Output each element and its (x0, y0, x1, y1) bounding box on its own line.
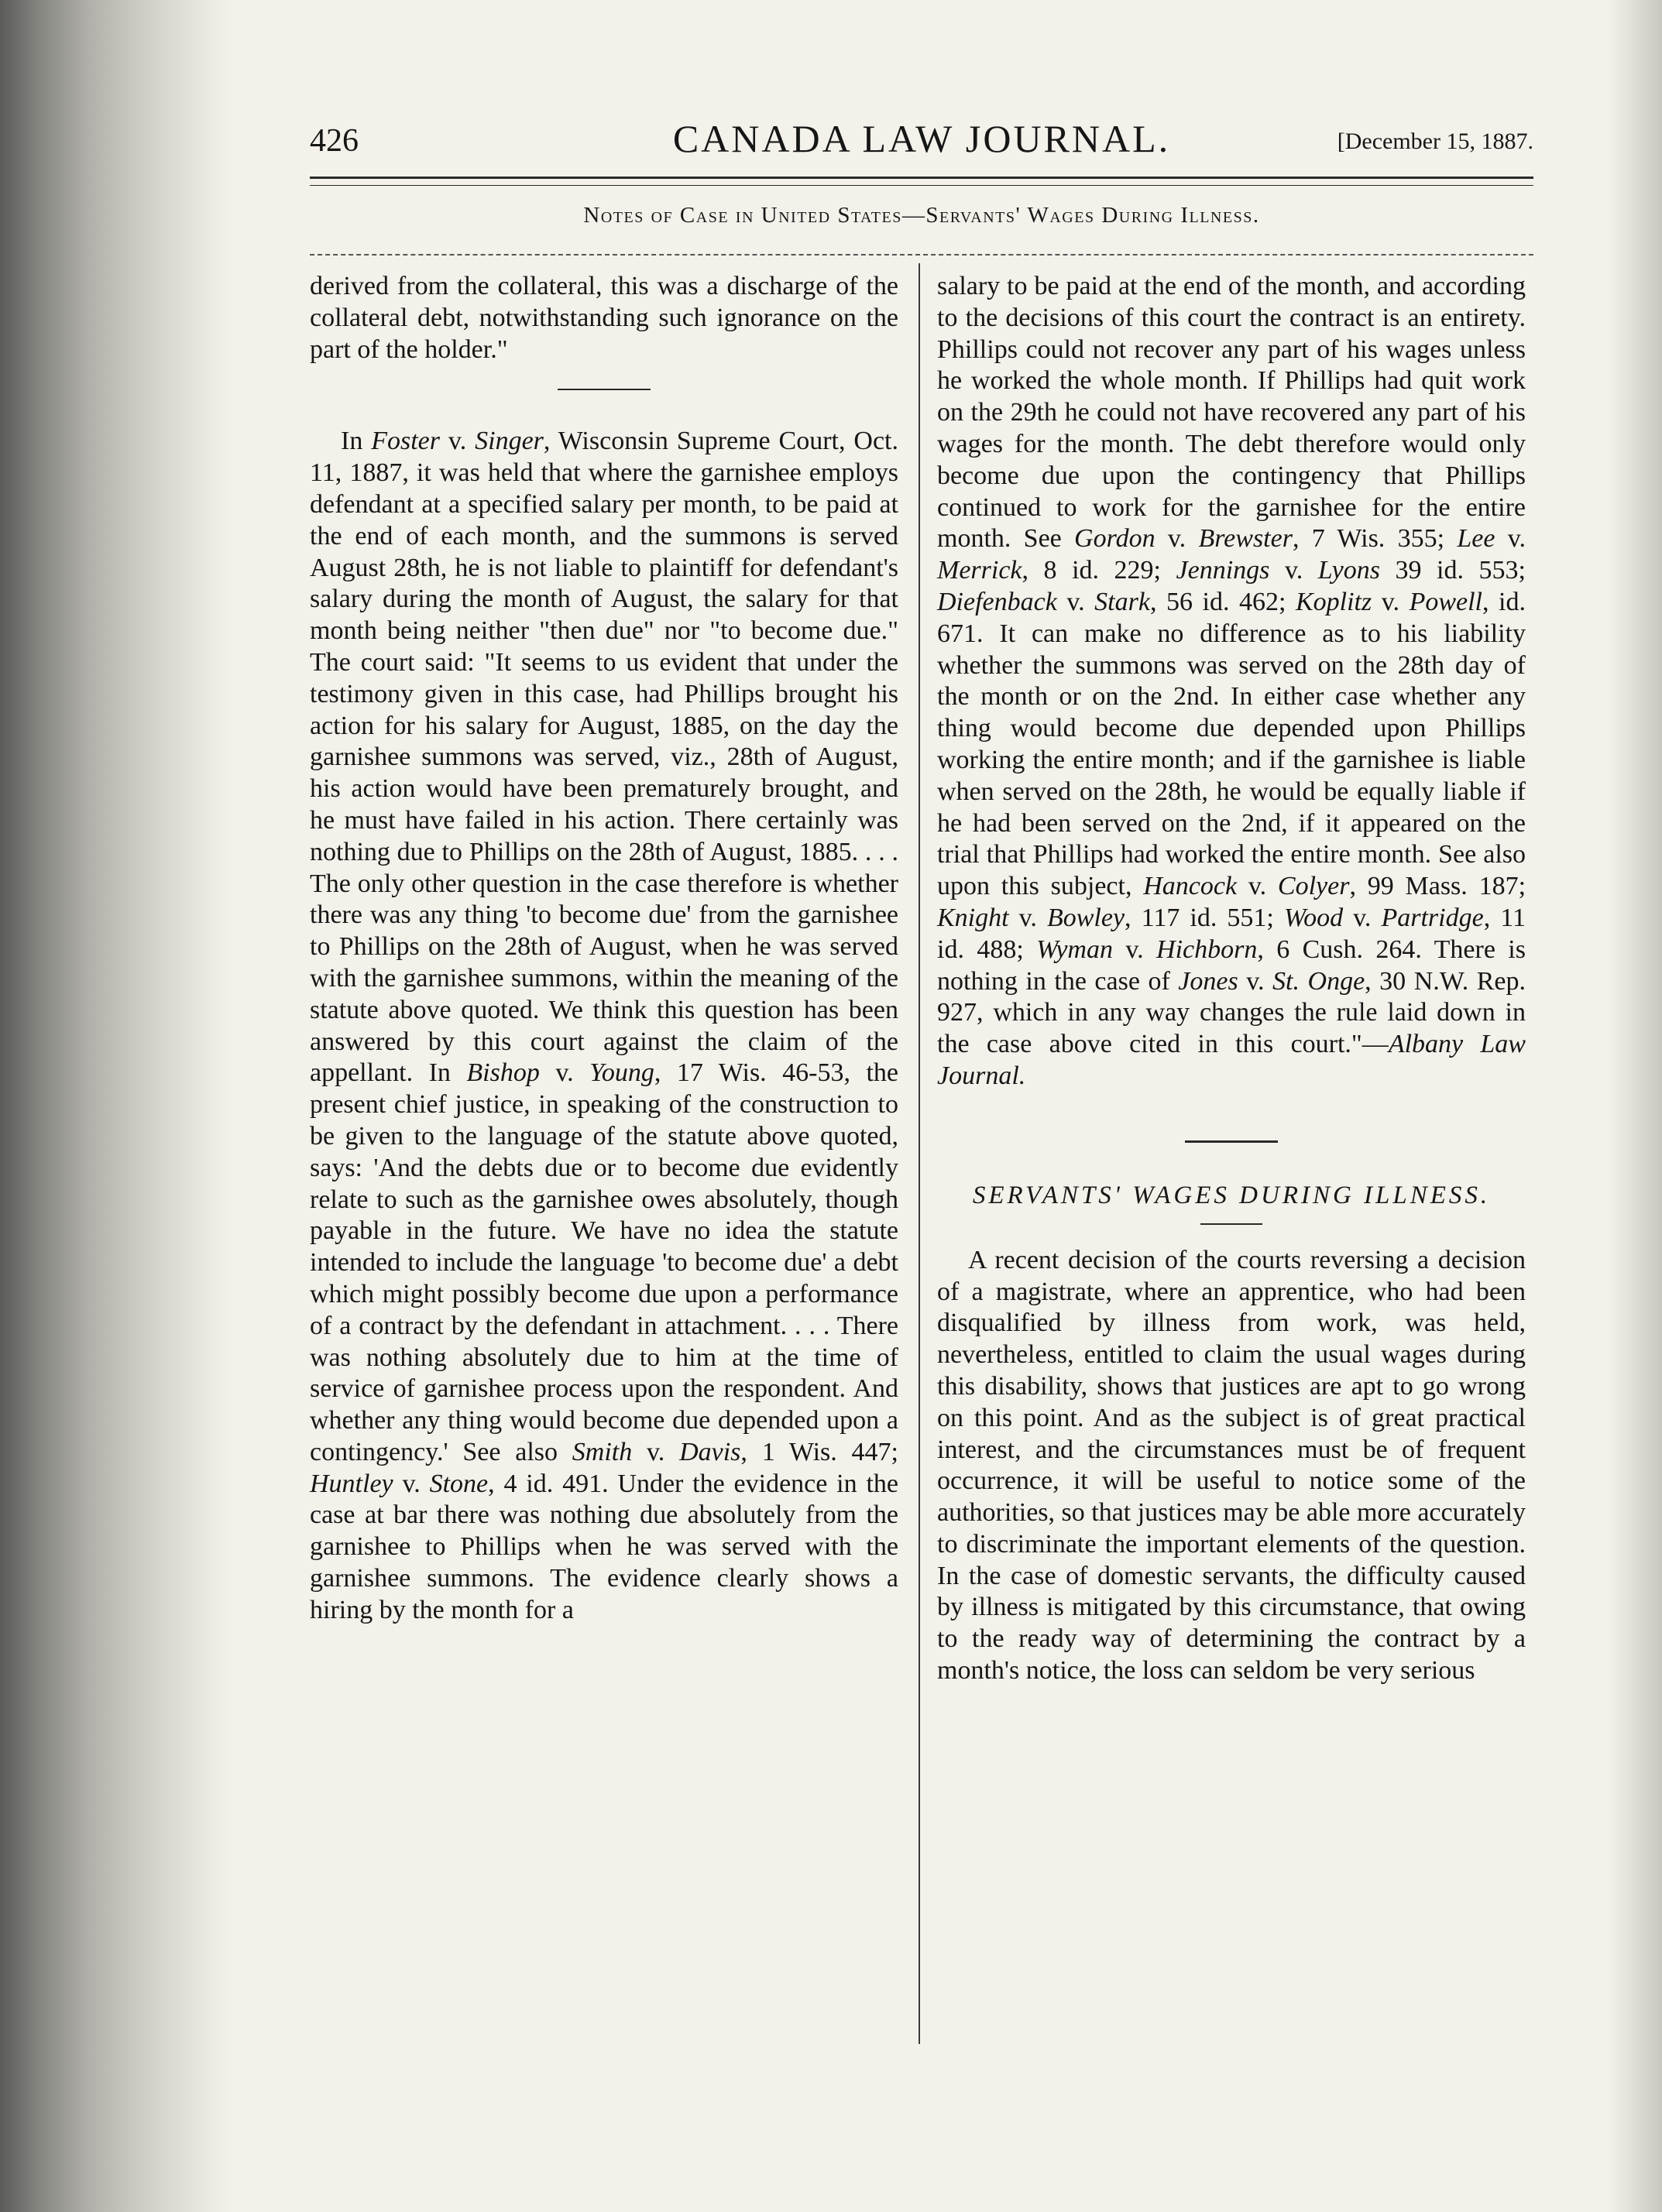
section-subheading: Notes of Case in United States—Servants' Wages During Illness. (583, 203, 1260, 228)
page-number: 426 (310, 123, 359, 159)
paragraph-continued: derived from the collateral, this was a discharge of the collateral debt, notwithstanding such ignorance on the part of the holder." (310, 272, 898, 364)
case-name: Davis (679, 1437, 741, 1466)
case-name: Stone (429, 1469, 489, 1498)
case-name: Colyer (1277, 872, 1350, 901)
case-name: Stark (1094, 587, 1150, 616)
case-name: Powell (1409, 587, 1483, 616)
case-name: Young (589, 1058, 654, 1088)
subheading-rule (310, 254, 1533, 255)
running-head (310, 116, 1533, 170)
case-name: St. Onge (1272, 966, 1365, 996)
case-name: Gordon (1074, 524, 1156, 554)
header-rule (310, 177, 1533, 186)
case-name: Lee (1457, 524, 1495, 554)
case-name: Jones (1178, 966, 1238, 996)
issue-date: [December 15, 1887. (1337, 129, 1533, 154)
section-separator-rule (1185, 1140, 1278, 1143)
source-citation: Albany Law Journal. (937, 1030, 1526, 1090)
section-separator-rule (558, 389, 651, 390)
right-column (937, 271, 1526, 1687)
case-name: Smith (572, 1437, 633, 1466)
case-name: Hichborn (1156, 935, 1258, 964)
case-name: Singer (475, 427, 544, 456)
paragraph-continued: salary to be paid at the end of the month, and according to the decisions of this court the contract is an entirety. Phillips could not recover any part of his wages unless he worked the whole month. If Phillips had quit work on the 29th he could not have recovered any part of his wages for the month. The debt therefore would only become due upon the contingency that Phillips continued to work for the garnishee for the entire month. See Gordon v. Brewster, 7 Wis. 355; Lee v. Merrick, 8 id. 229; Jennings v. Lyons 39 id. 553; Diefenback v. Stark, 56 id. 462; Koplitz v. Powell, id. 671. It can make no difference as to his liability whether the summons was served on the 28th day of the month or on the 2nd. In either case whether any thing would become due depended upon Phillips working the entire month; and if the garnishee is liable when served on the 28th, he would be equally liable if he had been served on the 2nd, if it appeared on the trial that Phillips had worked the entire month. See also upon this subject, Hancock v. Colyer, 99 Mass. 187; Knight v. Bowley, 117 id. 551; Wood v. Partridge, 11 id. 488; Wyman v. Hichborn, 6 Cush. 264. There is nothing in the case of Jones v. St. Onge, 30 N.W. Rep. 927, which in any way changes the rule laid down in the case above cited in this court."—Albany Law Journal. (937, 272, 1526, 1090)
left-column (310, 271, 898, 1627)
case-name: Diefenback (937, 587, 1057, 616)
case-name: Hancock (1143, 872, 1238, 901)
case-name: Knight (937, 903, 1009, 932)
case-name: Jennings (1176, 556, 1270, 585)
case-name: Huntley (310, 1469, 393, 1498)
case-name: Merrick (937, 556, 1022, 585)
case-name: Lyons (1317, 556, 1380, 585)
case-name: Bishop (466, 1058, 540, 1088)
case-name: Foster (371, 427, 441, 456)
case-name: Wyman (1036, 935, 1113, 964)
paragraph-foster-v-singer: In Foster v. Singer, Wisconsin Supreme Court, Oct. 11, 1887, it was held that where the garnishee employs defendant at a specified salary per month, to be paid at the end of each month, and the summons is served August 28th, he is not liable to plaintiff for defendant's salary during the month of August, the salary for that month being neither "then due" nor "to become due." The court said: "It seems to us evident that under the testimony given in this case, had Phillips brought his action for his salary for August, 1885, on the day the garnishee summons was served, viz., 28th of August, his action would have been prematurely brought, and he must have failed in his action. There certainly was nothing due to Phillips on the 28th of August, 1885. . . . The only other question in the case therefore is whether there was any thing 'to become due' from the garnishee to Phillips on the 28th of August, when he was served with the garnishee summons, within the meaning of the statute above quoted. We think this question has been answered by this court against the claim of the appellant. In Bishop v. Young, 17 Wis. 46-53, the present chief justice, in speaking of the construction to be given to the language of the statute above quoted, says: 'And the debts due or to become due evidently relate to such as the garnishee owes absolutely, though payable in the future. We have no idea the statute intended to include the language 'to become due' a debt which might possibly become due upon a performance of a contract by the defendant in attachment. . . . There was nothing absolutely due to him at the time of service of garnishee process upon the respondent. And whether any thing would become due depended upon a contingency.' See also Smith v. Davis, 1 Wis. 447; Huntley v. Stone, 4 id. 491. Under the evidence in the case at bar there was nothing due absolutely from the garnishee to Phillips when he was served with the garnishee summons. The evidence clearly shows a hiring by the month for a (310, 427, 899, 1624)
case-name: Koplitz (1295, 587, 1372, 616)
title-rule (1200, 1223, 1262, 1225)
case-name: Brewster (1198, 524, 1293, 554)
journal-title: CANADA LAW JOURNAL. (672, 117, 1171, 160)
case-name: Partridge (1381, 903, 1484, 932)
column-divider (919, 263, 920, 2044)
article-title: SERVANTS' WAGES DURING ILLNESS. (972, 1181, 1491, 1209)
case-name: Bowley (1046, 903, 1125, 932)
paragraph-servants-wages: A recent decision of the courts reversing a decision of a magistrate, where an apprentice, who had been disqualified by illness from work, was held, nevertheless, entitled to claim the usual wages during this disability, shows that justices are apt to go wrong on this point. And as the subject is of great practical interest, and the circumstances must be of frequent occurrence, it will be useful to notice some of the authorities, so that justices may be able more accurately to discriminate the important elements of the question. In the case of domestic servants, the difficulty caused by illness is mitigated by this circumstance, that owing to the ready way of determining the contract by a month's notice, the loss can seldom be very serious (937, 1245, 1526, 1686)
case-name: Wood (1283, 903, 1344, 932)
